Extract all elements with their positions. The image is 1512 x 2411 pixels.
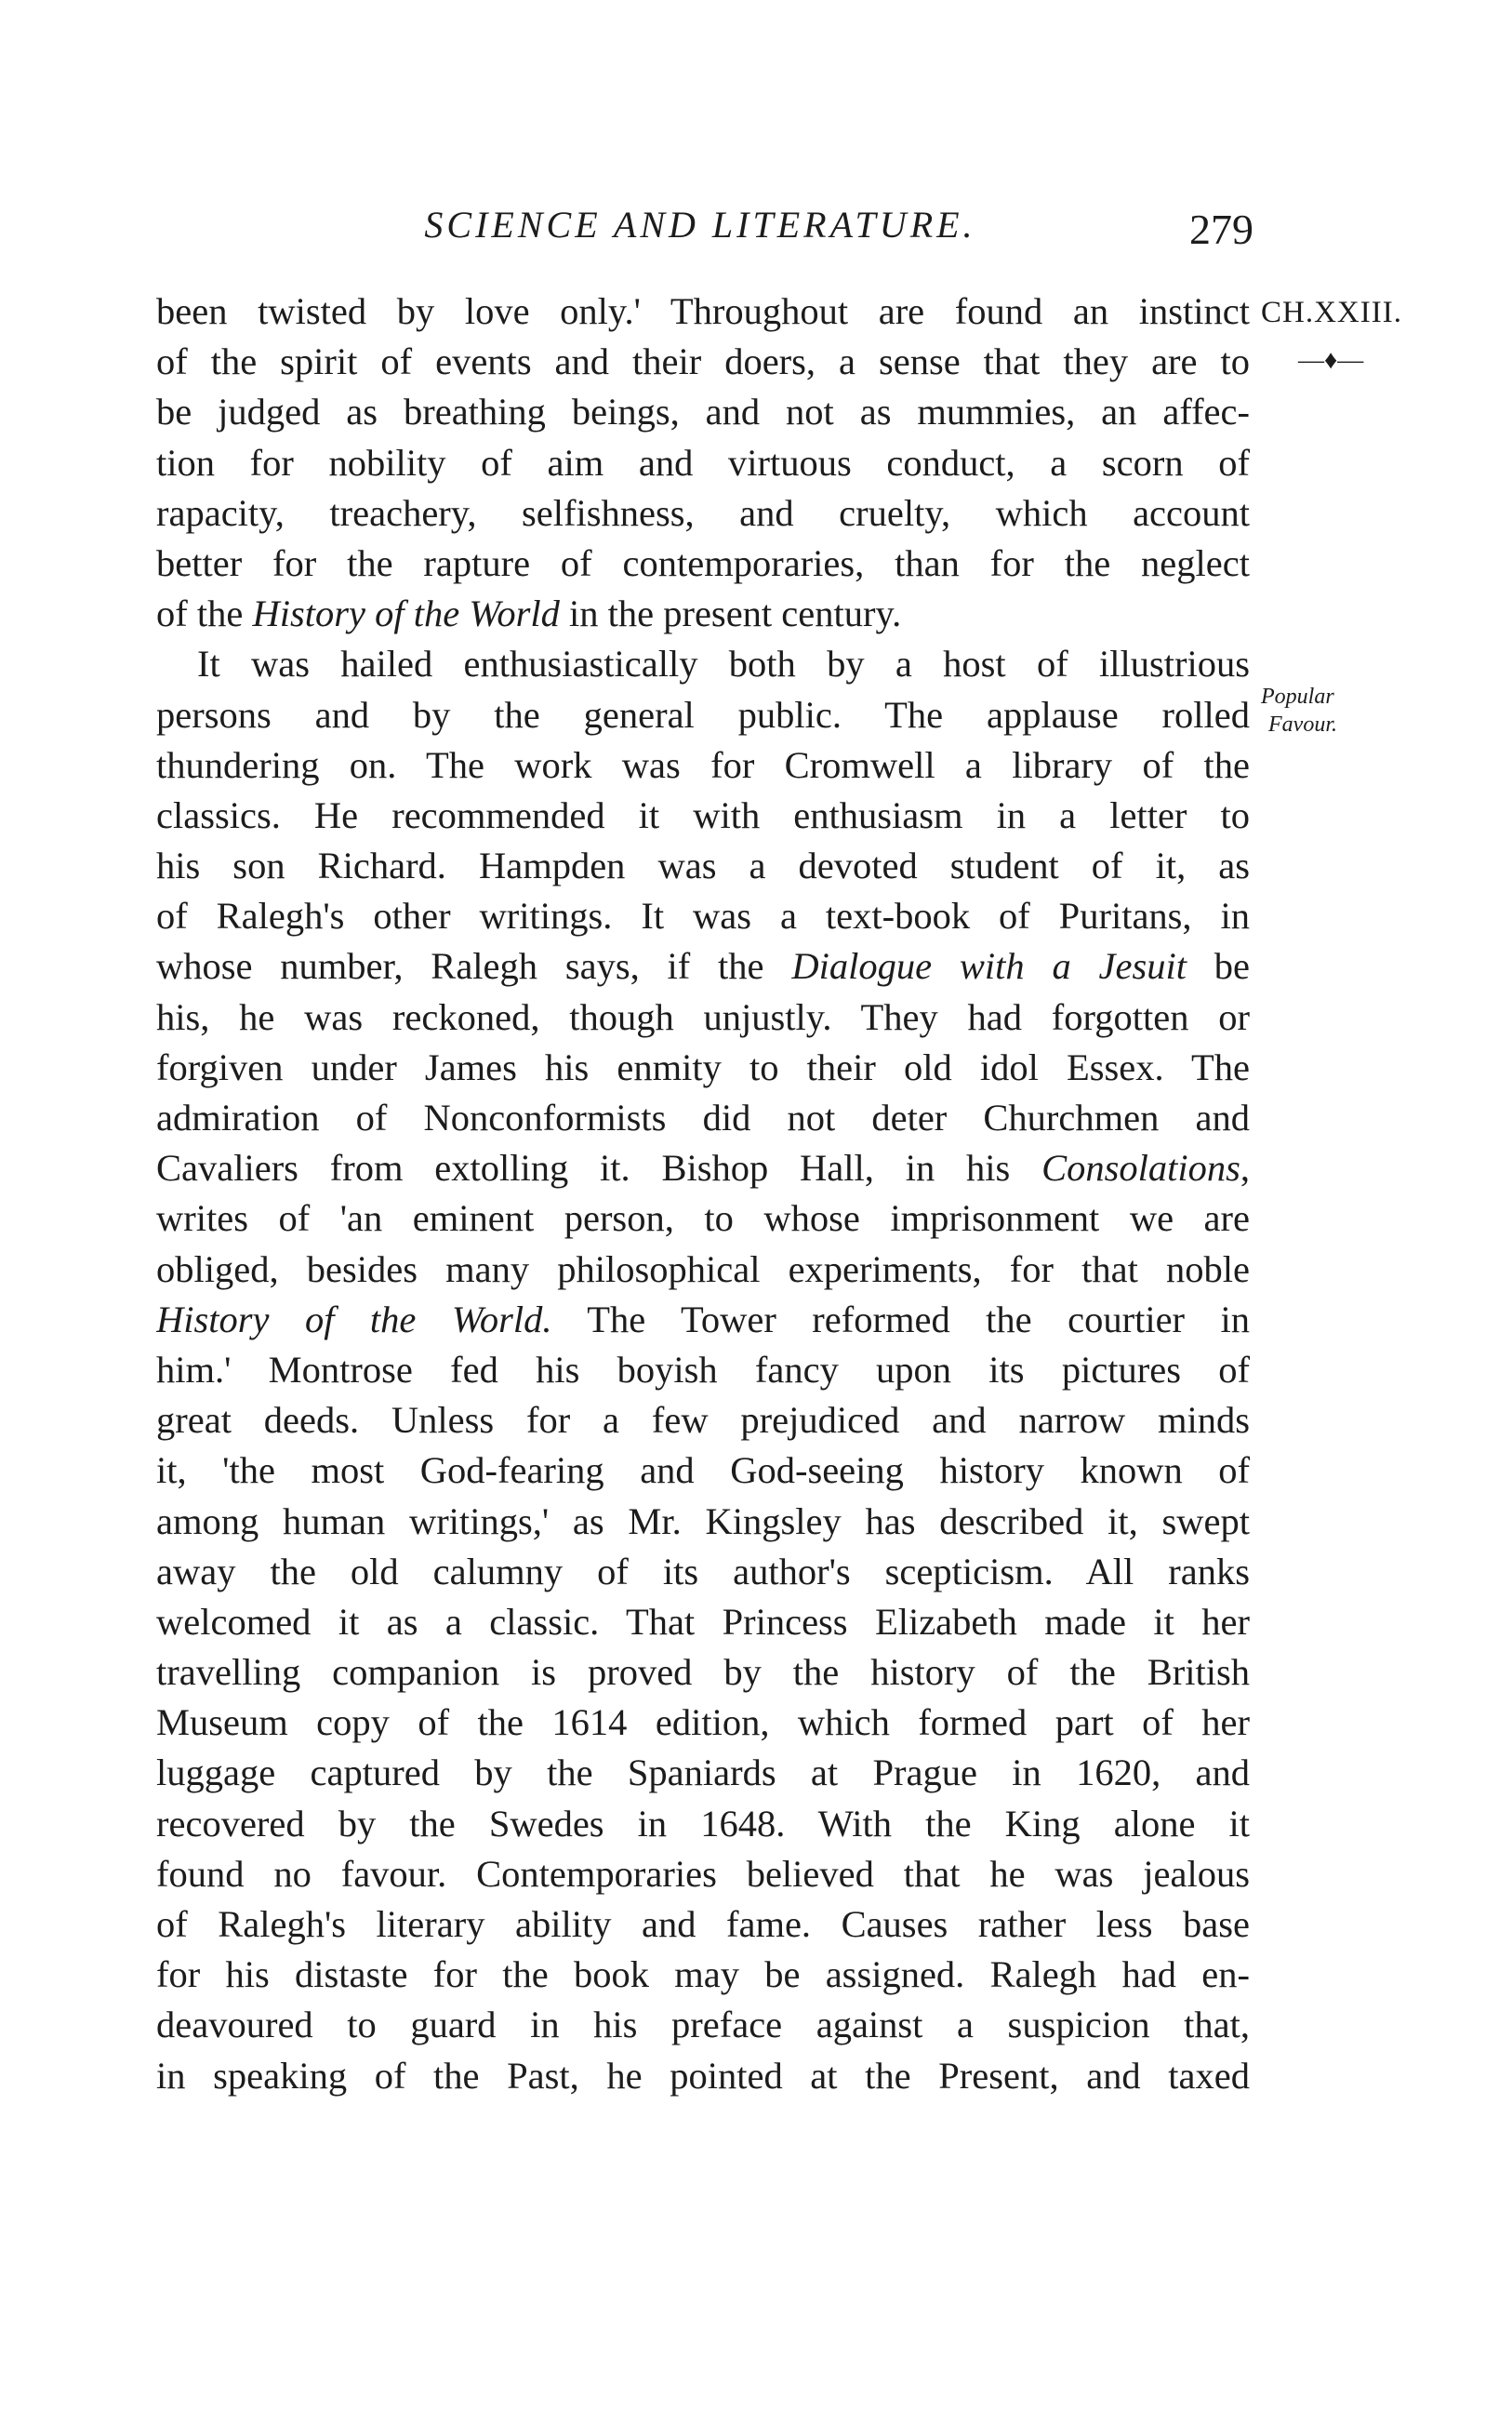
text-line: whose number, Ralegh says, if the Dialogue with a Jesuit be xyxy=(156,945,1250,988)
text-line: been twisted by love only.' Throughout are found an instinct xyxy=(156,290,1250,332)
book-title-italic: Dialogue with a Jesuit xyxy=(791,945,1187,988)
text-line: be judged as breathing beings, and not as mummies, an affec- xyxy=(156,391,1250,433)
book-title-italic: History of the World. xyxy=(156,1298,552,1340)
text-line: travelling companion is proved by the history of the British xyxy=(156,1651,1250,1694)
text-line: his son Richard. Hampden was a devoted student of it, as xyxy=(156,845,1250,887)
text-line: obliged, besides many philosophical experiments, for that noble xyxy=(156,1247,1250,1290)
book-title-italic: Consolations xyxy=(1041,1147,1240,1190)
running-title: SCIENCE AND LITERATURE. xyxy=(424,204,976,246)
text-line: away the old calumny of its author's scepticism. All ranks xyxy=(156,1550,1250,1592)
sidenote-popular-favour xyxy=(1261,683,1447,739)
text-line: found no favour. Contemporaries believed that he was jealous xyxy=(156,1852,1250,1895)
text-line: Museum copy of the 1614 edition, which formed part of her xyxy=(156,1701,1250,1744)
book-title-italic: History of the World xyxy=(252,593,560,635)
text-line: great deeds. Unless for a few prejudiced and narrow minds xyxy=(156,1399,1250,1442)
text-line: of Ralegh's other writings. It was a text-book of Puritans, in xyxy=(156,895,1250,938)
text-line: classics. He recommended it with enthusiasm in a letter to xyxy=(156,793,1250,836)
running-head xyxy=(156,203,1253,259)
sidenote-line: Favour. xyxy=(1268,713,1337,737)
text-line: for his distaste for the book may be assigned. Ralegh had en- xyxy=(156,1953,1250,1996)
text-line: among human writings,' as Mr. Kingsley has described it, swept xyxy=(156,1499,1250,1542)
text-line: it, 'the most God-fearing and God-seeing history known of xyxy=(156,1449,1250,1492)
sidenote-line: Popular xyxy=(1261,685,1334,709)
text-line: recovered by the Swedes in 1648. With the King alone it xyxy=(156,1802,1250,1845)
text-line: him.' Montrose fed his boyish fancy upon its pictures of xyxy=(156,1348,1250,1391)
text-line: tion for nobility of aim and virtuous conduct, a scorn of xyxy=(156,441,1250,484)
text-line: writes of 'an eminent person, to whose imprisonment we are xyxy=(156,1197,1250,1240)
text-line: luggage captured by the Spaniards at Prague in 1620, and xyxy=(156,1752,1250,1794)
text-line: admiration of Nonconformists did not deter Churchmen and xyxy=(156,1097,1250,1139)
text-line: thundering on. The work was for Cromwell a library of the xyxy=(156,743,1250,786)
text-line: in speaking of the Past, he pointed at the Present, and taxed xyxy=(156,2054,1250,2097)
chapter-marker: CH.XXIII. xyxy=(1261,296,1402,329)
text-line: of the spirit of events and their doers, a sense that they are to xyxy=(156,340,1250,383)
text-line: Cavaliers from extolling it. Bishop Hall, in his Consolations, xyxy=(156,1147,1250,1190)
text-line: his, he was reckoned, though unjustly. They had forgotten or xyxy=(156,995,1250,1038)
text-line: welcomed it as a classic. That Princess Elizabeth made it her xyxy=(156,1600,1250,1643)
text-line: History of the World. The Tower reformed the courtier in xyxy=(156,1298,1250,1340)
text-line: deavoured to guard in his preface against a suspicion that, xyxy=(156,2004,1250,2046)
paragraph-start-line: It was hailed enthusiastically both by a host of illustrious xyxy=(197,643,1250,686)
text-line: forgiven under James his enmity to their old idol Essex. The xyxy=(156,1046,1250,1088)
text-line: rapacity, treachery, selfishness, and cruelty, which account xyxy=(156,491,1250,534)
body-text xyxy=(156,286,1250,2101)
text-line: better for the rapture of contemporaries, than for the neglect xyxy=(156,541,1250,584)
ornament-dash: —♦— xyxy=(1298,346,1364,375)
page-number: 279 xyxy=(1189,206,1253,253)
text-line: persons and by the general public. The applause rolled xyxy=(156,693,1250,736)
text-line: of Ralegh's literary ability and fame. Causes rather less base xyxy=(156,1903,1250,1945)
text-line: of the History of the World in the present century. xyxy=(156,593,902,635)
